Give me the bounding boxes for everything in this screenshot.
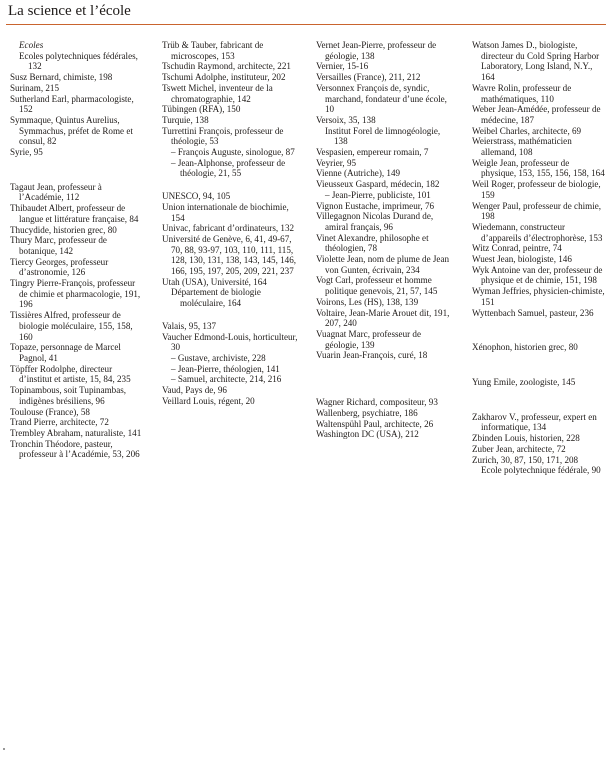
index-group	[316, 397, 450, 440]
index-entry: – François Auguste, sinologue, 87	[171, 147, 295, 158]
index-entry: Vignon Eustache, imprimeur, 76	[316, 200, 435, 211]
index-entry: Vaucher Edmond-Louis, horticulteur, 30	[162, 331, 298, 353]
index-column-1	[10, 40, 146, 460]
index-entry: Zbinden Louis, historien, 228	[472, 433, 580, 444]
index-entry: Symmaque, Quintus Aurelius, Symmachus, préfet de Rome et consul, 82	[10, 114, 133, 147]
index-entry: Vuagnat Marc, professeur de géologie, 139	[316, 328, 421, 350]
index-entry: Weierstrass, mathématicien allemand, 108	[472, 136, 572, 158]
header-rule	[6, 24, 606, 25]
index-entry: Versonnex François de, syndic, marchand, fondateur d’une école, 10	[316, 82, 447, 115]
index-entry: Wiedemann, constructeur d’appareils d’électrophorèse, 153	[472, 221, 603, 243]
index-entry: Ecoles polytechniques fédérales, 132	[19, 50, 138, 72]
index-entry: Zakharov V., professeur, expert en informatique, 134	[472, 411, 597, 433]
index-entry: Topaze, personnage de Marcel Pagnol, 41	[10, 342, 121, 363]
index-group	[162, 191, 298, 309]
index-entry: Washington DC (USA), 212	[316, 429, 419, 440]
index-entry: Wavre Rolin, professeur de mathématiques, 110	[472, 82, 572, 104]
index-entry: Tagaut Jean, professeur à l’Académie, 112	[10, 181, 102, 203]
index-entry: Vernier, 15-16	[316, 61, 369, 72]
index-entry: Weibel Charles, architecte, 69	[472, 125, 582, 136]
index-entry: Tschumi Adolphe, instituteur, 202	[162, 72, 286, 83]
index-entry: Wuest Jean, biologiste, 146	[472, 254, 572, 265]
index-entry: Voirons, Les (HS), 138, 139	[316, 296, 419, 307]
index-group	[316, 40, 450, 361]
index-entry: Topinambous, soit Tupinambas, indigènes brésiliens, 96	[10, 385, 127, 406]
index-entry: Vuarin Jean-François, curé, 18	[316, 350, 428, 361]
index-entry: Vieusseux Gaspard, médecin, 182	[316, 179, 440, 190]
index-entry: Waltenspühl Paul, architecte, 26	[316, 418, 434, 429]
index-entry: Yung Emile, zoologiste, 145	[472, 376, 576, 387]
index-entry: Xénophon, historien grec, 80	[472, 342, 578, 353]
index-entry: Wyttenbach Samuel, pasteur, 236	[472, 307, 594, 318]
index-entry: – Jean-Pierre, publiciste, 101	[325, 189, 431, 200]
index-entry: – Samuel, architecte, 214, 216	[171, 374, 282, 385]
index-entry: Versailles (France), 211, 212	[316, 72, 421, 83]
index-entry: Turquie, 138	[162, 114, 209, 125]
index-entry: Wyman Jeffries, physicien-chimiste, 151	[472, 286, 605, 307]
index-entry: Veillard Louis, régent, 20	[162, 395, 255, 406]
index-entry: Weil Roger, professeur de biologie, 159	[472, 179, 601, 200]
index-entry: Zuber Jean, architecte, 72	[472, 443, 566, 454]
index-entry: Univac, fabricant d’ordinateurs, 132	[162, 223, 295, 234]
index-entry: Susz Bernard, chimiste, 198	[10, 72, 113, 83]
index-entry: Witz Conrad, peintre, 74	[472, 243, 562, 254]
index-entry: Veyrier, 95	[316, 157, 357, 168]
index-entry: – Jean-Alphonse, professeur de théologie, 21, 55	[171, 157, 286, 179]
index-entry: Institut Forel de limnogéologie, 138	[325, 125, 441, 147]
index-entry: Département de biologie moléculaire, 164	[171, 287, 261, 309]
index-group	[162, 321, 298, 407]
index-entry: Vogt Carl, professeur et homme politique genevois, 21, 57, 145	[316, 275, 438, 297]
index-entry: Thibaudet Albert, professeur de langue et littérature française, 84	[10, 203, 139, 224]
index-entry: Sutherland Earl, pharmacologiste, 152	[10, 93, 134, 115]
index-group	[10, 40, 146, 158]
index-entry: Trüb & Tauber, fabricant de microscopes, 153	[162, 40, 264, 61]
index-entry: Weigle Jean, professeur de physique, 153, 155, 156, 158, 164	[472, 157, 605, 179]
index-entry: Villegagnon Nicolas Durand de, amiral français, 96	[316, 211, 434, 232]
index-entry: Vinet Alexandre, philosophe et théologien, 78	[316, 232, 429, 254]
index-entry: Vaud, Pays de, 96	[162, 385, 227, 396]
index-entry: Vernet Jean-Pierre, professeur de géologie, 138	[316, 40, 437, 61]
index-column-2	[162, 40, 298, 407]
index-group	[472, 40, 606, 318]
index-entry: Université de Genève, 6, 41, 49-67, 70, 88, 93-97, 103, 110, 111, 115, 128, 130, 131, 138, 143, 145, 146, 166, 195, 197, 205, 209, 221, 237	[162, 233, 297, 277]
index-group	[472, 342, 606, 353]
index-entry: Tschudin Raymond, architecte, 221	[162, 61, 291, 72]
index-group	[162, 40, 298, 179]
index-entry: Watson James D., biologiste, directeur du Cold Spring Harbor Laboratory, Long Island, N.Y., 164	[472, 40, 600, 83]
index-entry: Zurich, 30, 87, 150, 171, 208	[472, 454, 579, 465]
index-column-4	[472, 40, 606, 476]
index-entry: Wyk Antoine van der, professeur de physique et de chimie, 151, 198	[472, 264, 603, 286]
index-group	[472, 412, 606, 476]
index-entry: Union internationale de biochimie, 154	[162, 201, 289, 223]
page-title: La science et l’école	[8, 3, 131, 19]
index-entry: Tübingen (RFA), 150	[162, 104, 241, 115]
index-entry: UNESCO, 94, 105	[162, 191, 231, 202]
index-entry: Thucydide, historien grec, 80	[10, 224, 117, 235]
index-heading: Ecoles	[19, 40, 44, 50]
index-entry: Tswett Michel, inventeur de la chromatographie, 142	[162, 82, 273, 104]
page-header	[6, 2, 606, 20]
index-entry: Voltaire, Jean-Marie Arouet dit, 191, 207, 240	[316, 307, 450, 329]
index-entry: Wenger Paul, professeur de chimie, 198	[472, 200, 602, 222]
index-entry: Surinam, 215	[10, 82, 60, 93]
page-mark	[3, 748, 5, 750]
index-entry: Tronchin Théodore, pasteur, professeur à l’Académie, 53, 206	[10, 438, 140, 460]
index-column-3	[316, 40, 450, 440]
index-entry: Wagner Richard, compositeur, 93	[316, 397, 438, 408]
index-entry: Utah (USA), Université, 164	[162, 276, 267, 287]
index-entry: Tingry Pierre-François, professeur de chimie et pharmacologie, 191, 196	[10, 278, 141, 310]
index-group	[472, 377, 606, 388]
index-entry: Ecole polytechnique fédérale, 90	[481, 465, 601, 476]
index-entry: Töpffer Rodolphe, directeur d’institut et artiste, 15, 84, 235	[10, 363, 131, 385]
index-entry: Vespasien, empereur romain, 7	[316, 147, 429, 158]
index-group	[10, 182, 146, 460]
index-entry: Vienne (Autriche), 149	[316, 168, 401, 179]
index-entry: Tiercy Georges, professeur d’astronomie, 126	[10, 256, 109, 278]
index-entry: Thury Marc, professeur de botanique, 142	[10, 235, 107, 256]
index-entry: Turrettini François, professeur de théologie, 53	[162, 125, 284, 147]
index-entry: Wallenberg, psychiatre, 186	[316, 407, 418, 418]
index-entry: Syrie, 95	[10, 147, 43, 158]
index-entry: Trembley Abraham, naturaliste, 141	[10, 427, 142, 438]
index-entry: Tissières Alfred, professeur de biologie moléculaire, 155, 158, 160	[10, 310, 133, 342]
index-entry: Valais, 95, 137	[162, 320, 217, 331]
index-entry: Weber Jean-Amédée, professeur de médecine, 187	[472, 104, 601, 125]
index-entry: – Gustave, archiviste, 228	[171, 352, 266, 363]
index-entry: Toulouse (France), 58	[10, 406, 90, 417]
index-entry: Versoix, 35, 138	[316, 114, 376, 125]
index-entry: Trand Pierre, architecte, 72	[10, 417, 109, 428]
index-entry: Violette Jean, nom de plume de Jean von Gunten, écrivain, 234	[316, 254, 450, 275]
index-entry: – Jean-Pierre, théologien, 141	[171, 363, 280, 374]
